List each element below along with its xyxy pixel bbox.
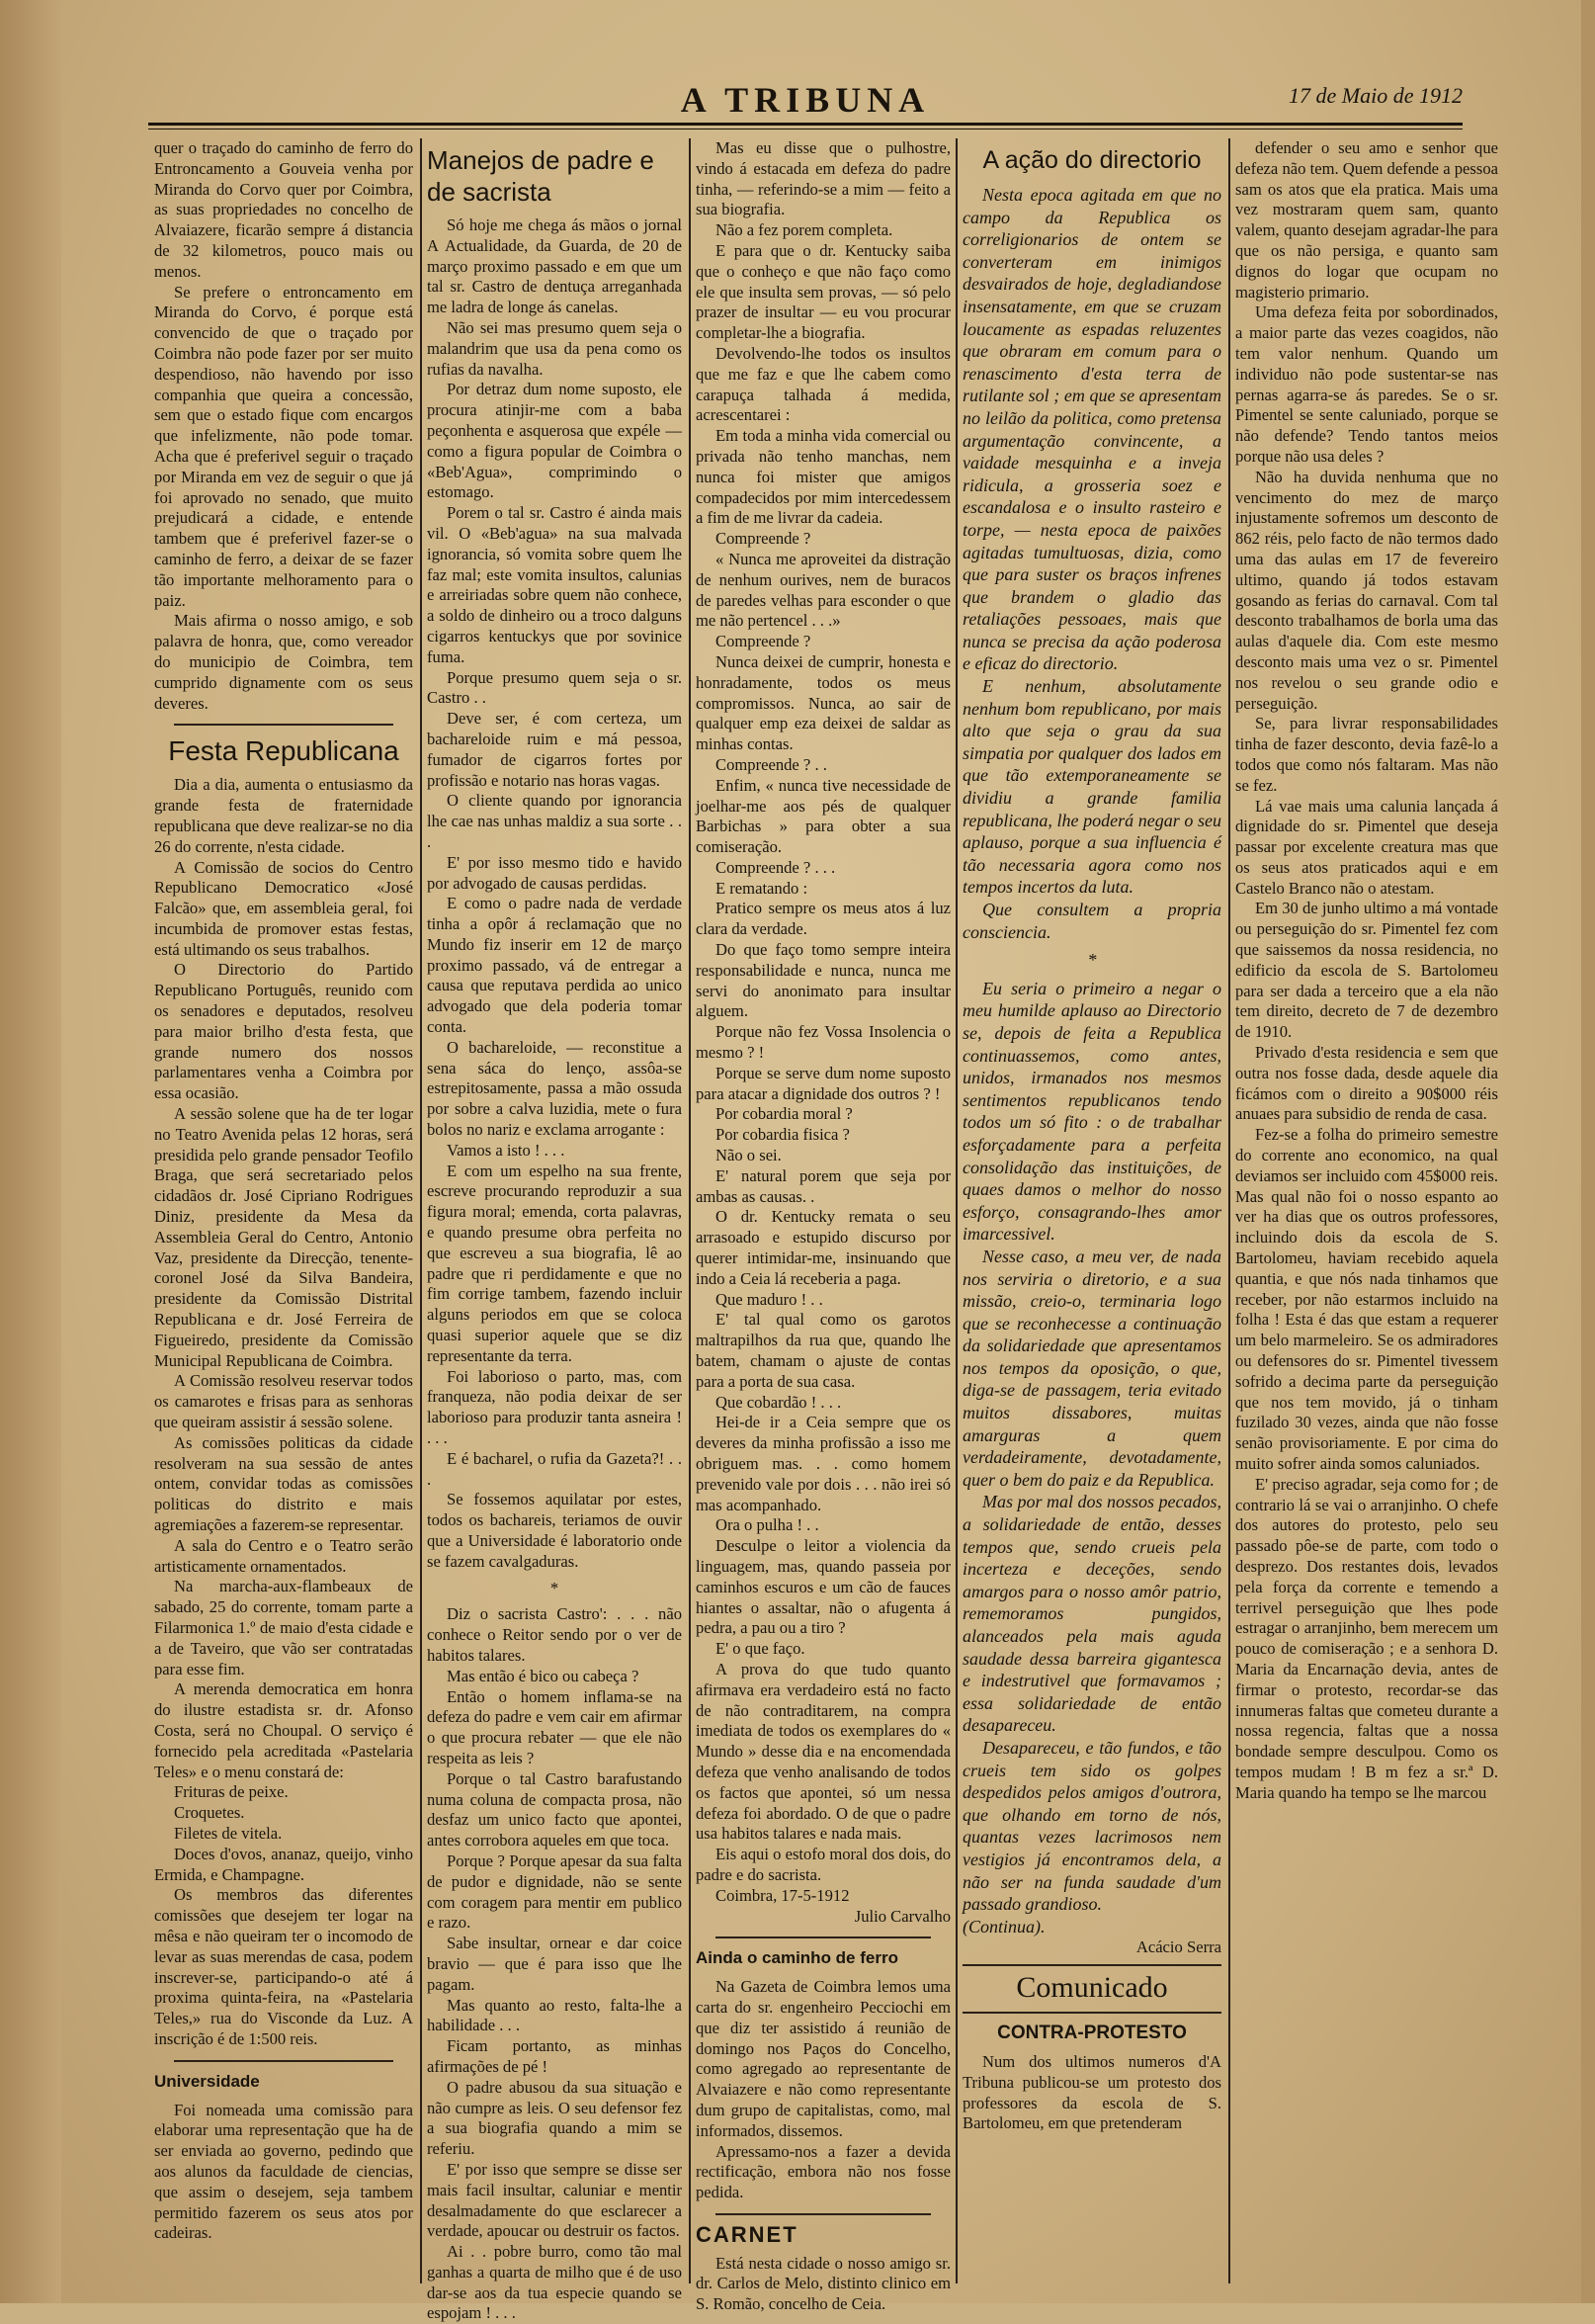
paragraph: Mas quanto ao resto, falta-lhe a habilidade . . . xyxy=(427,1995,682,2035)
paragraph: E para que o dr. Kentucky saiba que o conheço e que não faço como ele que insulta sem provas, — só pelo prazer de insultar — eu vou procurar completar-lhe a biografia. xyxy=(696,240,951,343)
paragraph: E' preciso agradar, seja como for ; de contrario lá se vai o arranjinho. O chefe dos autores do protesto, pelo seu passado pôe-se de parte, com todo o desprezo. Dos restantes dois, levados pela força da corrente e temendo a terrivel perseguição que lhes pode estragar o arranjinho, bem merecem um pouco de comiseração ; e a senhora D. Maria da Encarnação devia, antes de firmar o protesto, recordar-se das innumeras faltas que cometeu durante a nossa regencia, faltas que a nossa bondade sempre desculpou. Como os tempos mudam ! B m fez a sr.ª D. Maria quando ha tempo se lhe marcou xyxy=(1235,1474,1498,1802)
paragraph: Mas eu disse que o pulhostre, vindo á estacada em defeza do padre tinha, — referindo-se a mim — feito a sua biografia. xyxy=(696,138,951,219)
paragraph: Então o homem inflama-se na defeza do padre e vem cair em afirmar o que procura rebater — que ele não respeita as leis ? xyxy=(427,1686,682,1767)
column-4 xyxy=(963,138,1221,2283)
article-title: CARNET xyxy=(696,2221,798,2247)
section-ornament: * xyxy=(549,1578,559,1597)
paragraph: E é bacharel, o rufia da Gazeta?! . . . xyxy=(427,1448,682,1489)
paragraph: Ficam portanto, as minhas afirmações de pé ! xyxy=(427,2036,682,2076)
paragraph: Se fossemos aquilatar por estes, todos os bachareis, teriamos de ouvir que a Universidade é laboratorio onde se fazem cavalgaduras. xyxy=(427,1490,682,1571)
column-1 xyxy=(154,138,413,2283)
section-divider xyxy=(174,724,393,726)
paragraph: Por cobardia moral ? xyxy=(715,1104,853,1124)
paragraph: Ora o pulha ! . . xyxy=(715,1515,819,1535)
paragraph: Num dos ultimos numeros d'A Tribuna publicou-se um protesto dos professores da escola de S. Bartolomeu, em que pretenderam xyxy=(963,2051,1221,2133)
paragraph: Privado d'esta residencia e sem que outra nos fosse dada, desde aquele dia ficámos com o direito a 90$000 réis anuaes para subsidio de renda de casa. xyxy=(1235,1043,1498,1124)
paragraph: E' natural porem que seja por ambas as causas. . xyxy=(696,1165,951,1206)
paragraph: E' tal qual como os garotos maltrapilhos da rua que, quando lhe batem, chamam o ajuste de contas para a porta de sua casa. xyxy=(696,1310,951,1391)
article-title: Manejos de padre e de sacrista xyxy=(427,145,654,207)
paragraph: Pratico sempre os meus atos á luz clara da verdade. xyxy=(696,899,951,939)
paragraph: O dr. Kentucky remata o seu arrasoado e estupido discurso por querer intimidar-me, insinuando que indo a Ceia lá receberia a paga. xyxy=(696,1207,951,1288)
paragraph: Uma defeza feita por sobordinados, a maior parte das vezes coagidos, não tem valor nenhum. Quando um individuo não pode sustentar-se nas pernas agarra-se ás paredes. Se o sr. Pimentel se sente caluniado, porque se não defende? Tendo tantos meios porque não usa deles ? xyxy=(1235,302,1498,466)
paragraph: Porque não fez Vossa Insolencia o mesmo ? ! xyxy=(696,1022,951,1063)
paragraph: Foi laborioso o parto, mas, com franqueza, não podia deixar de ser laborioso para produzir tanta asneira ! . . . xyxy=(427,1366,682,1448)
section-divider xyxy=(174,2060,393,2062)
paragraph: Nesse caso, a meu ver, de nada nos serviria o diretorio, e a sua missão, creio-o, terminaria logo que se reconhecesse a continuação da solidariedade que apresentamos nos tempos da oposição, o que, diga-se de passagem, teria evitado muitos dissabores, muitas amarguras a quem verdadeiramente, devotadamente, quer o bem do paiz e da Republica. xyxy=(963,1246,1221,1490)
continued-note: (Continua). xyxy=(963,1916,1046,1937)
paragraph: Vamos a isto ! . . . xyxy=(447,1140,565,1160)
paragraph: Compreende ? . . xyxy=(715,754,827,774)
paragraph: Compreende ? xyxy=(715,529,811,549)
paragraph: Está nesta cidade o nosso amigo sr. dr. Carlos de Melo, distinto clinico em S. Romão, concelho de Ceia. xyxy=(696,2253,951,2314)
paragraph: A sessão solene que ha de ter logar no Teatro Avenida pelas 12 horas, será presidida pelo grande pensador Teofilo Braga, que será secretariado pelos cidadãos dr. José Cipriano Rodrigues Diniz, presidente da Mesa da Assembleia Geral do Centro, Antonio Vaz, presidente da Direcção, tenente-coronel José da Silva Bandeira, presidente da Comissão Distrital Republicana e dr. José Ferreira de Figueiredo, presidente da Comissão Municipal Republicana de Coimbra. xyxy=(154,1104,413,1370)
paragraph: E' por isso mesmo tido e havido por advogado de causas perdidas. xyxy=(427,852,682,893)
article-body xyxy=(427,215,682,2324)
article-title: A ação do directorio xyxy=(982,146,1202,174)
paragraph: Se, para livrar responsabilidades tinha de fazer desconto, devia fazê-lo a todos que como nós faltaram. Mas não se fez. xyxy=(1235,714,1498,795)
paragraph: O padre abusou da sua situação e não cumpre as leis. O seu defensor fez a sua biografia quando a mim se referiu. xyxy=(427,2077,682,2159)
article-title: Comunicado xyxy=(1016,1971,1168,2005)
binding-edge xyxy=(0,0,61,2303)
paragraph: Apressamo-nos a fazer a devida rectificação, embora não nos fosse pedida. xyxy=(696,2141,951,2202)
column-divider xyxy=(1228,138,1230,2283)
paragraph: Eis aqui o estofo moral dos dois, do padre e do sacrista. xyxy=(696,1845,951,1884)
paragraph: Não sei mas presumo quem seja o malandrim que usa da pena como os rufias da navalha. xyxy=(427,317,682,379)
paragraph: Compreende ? . . . xyxy=(715,857,836,877)
paragraph: Nunca deixei de cumprir, honesta e honradamente, todos os meus compromissos. Nunca, ao sair de qualquer emp eza deixei de saldar as minhas contas. xyxy=(696,651,951,754)
paragraph: O cliente quando por ignorancia lhe cae nas unhas maldiz a sua sorte . . . xyxy=(427,791,682,851)
section-ornament: * xyxy=(1087,950,1097,971)
paragraph: Filetes de vitela. xyxy=(174,1823,283,1843)
paragraph: Foi nomeada uma comissão para elaborar uma representação que ha de ser enviada ao governo, pedindo que aos alunos da faculdade de ciencias, que assim o desejem, seja tambem permitido fazerem os seus atos por cadeiras. xyxy=(154,2100,413,2243)
masthead xyxy=(148,79,1463,121)
column-5 xyxy=(1235,138,1498,2283)
paragraph: A Comissão resolveu reservar todos os camarotes e frisas para as senhoras que queiram assistir á sessão solene. xyxy=(154,1371,413,1432)
paragraph: Eu seria o primeiro a negar o meu humilde aplauso ao Directorio se, depois de feita a Republica continuassemos, como antes, unidos, irmanados nos mesmos sentimentos republicanos tendo todos um só fito : o de trabalhar esforçadamente para a perfeita consolidação das instituições, de quaes damos o melhor do nosso esforço, consagrando-lhes amor imarcessivel. xyxy=(963,978,1221,1245)
paragraph: Porem o tal sr. Castro é ainda mais vil. O «Beb'agua» na sua malvada ignorancia, só vomita sobre quem lhe faz mal; este vomita insultos, calunias e arreiriadas sobre quem não conhece, a soldo de dinheiro ou a troco dalguns cigarros kentuckys que por sovinice fuma. xyxy=(427,503,682,666)
paragraph: Porque ? Porque apesar da sua falta de pudor e dignidade, não se sente com coragem para mentir em publico e razo. xyxy=(427,1851,682,1933)
paragraph: Desculpe o leitor a violencia da linguagem, mas, quando passeia por caminhos escuros e um cão de fauces hiantes o assaltar, não o afugenta á pedra, a pau ou a tiro ? xyxy=(696,1536,951,1638)
paragraph: Que cobardão ! . . . xyxy=(715,1392,842,1412)
paragraph: Mas por mal dos nossos pecados, a solidariedade de então, desses tempos que, sendo crueis pela incerteza e deceções, sendo amargos para o nosso amôr patrio, rememoramos pungidos, alanceados pela mais aguda saudade dessa barreira gigantesca e indestrutivel que formavamos ; essa solidariedade de então desapareceu. xyxy=(963,1492,1222,1736)
paragraph: Porque se serve dum nome suposto para atacar a dignidade dos outros ? ! xyxy=(696,1063,951,1103)
newspaper-title: A TRIBUNA xyxy=(680,80,931,120)
masthead-rule-thick xyxy=(148,123,1463,126)
paragraph: E nenhum, absolutamente nenhum bom republicano, por mais alto que seja o grau da sua simpatia por qualquer dos lados em que tão extemporaneamente se dividiu a grande familia republicana, lhe poderá negar o seu aplauso, porque a sua influencia é tão necessaria agora como nos tempos incertos da luta. xyxy=(963,676,1221,898)
column-divider xyxy=(420,138,422,2283)
paragraph: Mas então é bico ou cabeça ? xyxy=(447,1666,639,1685)
paragraph: Diz o sacrista Castro': . . . não conhece o Reitor sendo por o ver de habitos talares. xyxy=(427,1604,682,1665)
issue-date: 17 de Maio de 1912 xyxy=(1289,83,1463,108)
paragraph: Mais afirma o nosso amigo, e sob palavra de honra, que, como vereador do municipio de Coimbra, tem cumprido dignamente com os seus deveres. xyxy=(154,611,413,713)
paragraph: Por detraz dum nome suposto, ele procura atinjir-me com a baba peçonhenta e asquerosa que expéle — como a figura popular de Coimbra o «Beb'Agua», comprimindo o estomago. xyxy=(427,380,682,502)
paragraph: A merenda democratica em honra do ilustre estadista sr. dr. Afonso Costa, será no Choupal. O serviço é fornecido pela acreditada «Pastelaria Teles» e o menu constará de: xyxy=(154,1679,413,1781)
paragraph: Do que faço tomo sempre inteira responsabilidade e nunca, nunca me servi do anonimato para insultar alguem. xyxy=(696,940,951,1021)
article-subtitle: CONTRA-PROTESTO xyxy=(997,2023,1187,2044)
paragraph: Lá vae mais uma calunia lançada á dignidade do sr. Pimentel que deseja passar por excelente creatura mas que os seus atos praticados aqui e em Castelo Branco não o atestam. xyxy=(1235,796,1498,898)
article-body xyxy=(154,775,413,2049)
paragraph: Na marcha-aux-flambeaux de sabado, 25 do corrente, tomam parte a Filarmonica 1.º de maio d'esta cidade e a de Taveiro, que vão ser contratadas para esse fim. xyxy=(154,1577,413,1678)
paragraph: Croquetes. xyxy=(174,1803,245,1823)
paragraph: Que maduro ! . . xyxy=(715,1289,823,1309)
paragraph: A prova do que tudo quanto afirmava era verdadeiro está no facto de não contraditarem, na compra imediata de todos os exemplares do « Mundo » desse dia e na encomendada defeza que venho analisando de todos os factos que apontei, só um nessa defeza foi abordado. O de que o padre usa habitos talares e nada mais. xyxy=(696,1659,951,1844)
paragraph: O Directorio do Partido Republicano Português, reunido com os senadores e deputados, resolveu para maior brilho d'esta festa, que grande numero dos nossos parlamentares venha a Coimbra por essa ocasião. xyxy=(154,960,413,1103)
paragraph: Fez-se a folha do primeiro semestre do corrente ano economico, na qual deviamos ser incluido com 45$000 reis. Mas qual não foi o nosso espanto ao ver ha dias que os outros professores, incluindo dois da escola de S. Bartolomeu, haviam recebido aquela quantia, e que nós nada tinhamos que receber, por não estarmos incluido na folha ! Esta é das que estam a requerer um belo marmeleiro. Se os admiradores ou defensores do sr. Pimentel tivessem sofrido a decima parte da perseguição que nos tem movido, já o tinham fuzilado 30 vezes, ainda que não fosse senão provisoriamente. E por cima do muito sofrer ainda somos caluniados. xyxy=(1235,1125,1498,1473)
column-3 xyxy=(696,138,951,2314)
paragraph: Nesta epoca agitada em que no campo da Republica os correligionarios de ontem se converteram em inimigos desvairados de hoje, degladiandose insensatamente, em que se cruzam loucamente as espadas reluzentes que obraram em comum para o renascimento d'esta terra de rutilante sol ; em que se apresentam no leilão da politica, como pretensa argumentação convincente, a vaidade mesquinha e a inveja ridicula, a grosseria soez e escandalosa e o insulto rasteiro e torpe, — nesta epoca de paixões agitadas tumultuosas, dizia, como que para suster os braços infrenes que brandem o gladio das retaliações pessoaes, mais que nunca se precisa da ação poderosa e eficaz do directorio. xyxy=(963,185,1221,674)
paragraph: Deve ser, é com certeza, um bachareloide ruim e má pessoa, fumador de cigarros fortes por profissão e notario nas horas vagas. xyxy=(427,709,682,790)
column-divider xyxy=(956,138,958,2283)
article-title: Ainda o caminho de ferro xyxy=(696,1948,898,1968)
paragraph: E com um espelho na sua frente, escreve procurando reproduzir a sua figura moral; emenda, corta palavras, e quando presume obra perfeita no que escreveu a sua biografia, lê ao padre que ri perdidamente e que no fim corrige tambem, fazendo incluir alguns periodos em que se coloca quasi superior aquele que se diz representante da terra. xyxy=(427,1161,682,1365)
paragraph: Sabe insultar, ornear e dar coice bravio — que é para isso que lhe pagam. xyxy=(427,1934,682,1994)
paragraph: E' o que faço. xyxy=(715,1639,805,1659)
page-edge xyxy=(1581,0,1595,2303)
article-body xyxy=(696,138,951,1907)
paragraph: Os membros das diferentes comissões que desejem ter logar na mêsa e não queiram ter o incomodo de levar as suas merendas de casa, podem inscrever-se, participando-o até á proxima quinta-feira, na «Pastelaria Teles,» rua do Visconde da Luz. A inscrição é de 1:500 reis. xyxy=(154,1885,413,2048)
paragraph: Não a fez porem completa. xyxy=(715,220,893,240)
paragraph: Não o sei. xyxy=(715,1146,782,1165)
paragraph: Frituras de peixe. xyxy=(174,1782,289,1802)
paragraph: Que consultem a propria consciencia. xyxy=(963,900,1221,942)
column-2 xyxy=(427,138,682,2323)
article-title: Festa Republicana xyxy=(168,735,399,767)
paragraph: Porque presumo quem seja o sr. Castro . . xyxy=(427,667,682,708)
section-divider xyxy=(715,2213,931,2215)
paragraph: Devolvendo-lhe todos os insultos que me faz e que lhe cabem como carapuça talhada á medida, acrescentarei : xyxy=(696,343,951,425)
section-divider xyxy=(963,2012,1221,2014)
paragraph: Compreende ? xyxy=(715,632,811,651)
paragraph: O bachareloide, — reconstitue a sena sáca do lenço, assôa-se estrepitosamente, passa a mão ossuda por sobre a calva luzidia, mete o fura bolos no nariz e exclama arrogante : xyxy=(427,1037,682,1140)
paragraph: Ai . . pobre burro, como tão mal ganhas a quarta de milho que é de uso dar-se aos da tua especie quando se espojam ! . . . xyxy=(427,2242,682,2323)
paragraph: Na Gazeta de Coimbra lemos uma carta do sr. engenheiro Pecciochi em que diz ter assistido á reunião de domingo nos Paços do Concelho, como agregado ao representante de Alvaiazere e não como representante dum grupo de capitalistas, como, mal informados, dissemos. xyxy=(696,1977,951,2140)
paragraph: E' por isso que sempre se disse ser mais facil insultar, caluniar e mentir desalmadamente do que esclarecer a verdade, apoucar ou destruir os factos. xyxy=(427,2159,682,2241)
paragraph: A sala do Centro e o Teatro serão artisticamente ornamentados. xyxy=(154,1535,413,1576)
paragraph: Só hoje me chega ás mãos o jornal A Actualidade, da Guarda, de 20 de março proximo passado e em que um tal sr. Castro de dentuça arreganhada me ladra de longe ás canelas. xyxy=(427,215,682,317)
paragraph: Hei-de ir a Ceia sempre que os deveres da minha profissão a isso me obriguem mas. . . como homem prevenido vale por dois . . . não irei só mas acompanhado. xyxy=(696,1413,951,1514)
paragraph: Não ha duvida nenhuma que no vencimento do mez de março injustamente sofremos um desconto de 862 réis, pelo facto de não termos dado uma das aulas em 17 de fevereiro ultimo, quando já todos estavam gosando as ferias do carnaval. Com tal desconto trabalhamos de borla uma das aulas d'aquele dia. Com este mesmo desconto mais uma vez o sr. Pimentel nos revelou o seu grande odio e perseguição. xyxy=(1235,467,1498,713)
column-divider xyxy=(689,138,691,2283)
paragraph: E rematando : xyxy=(715,878,808,898)
article-body xyxy=(1235,138,1498,1804)
paragraph: E como o padre nada de verdade tinha a opôr á reclamação que no Mundo fiz inserir em 12 de março proximo passado, vá de entregar a causa que reputava perdida ao unico advogado que dela poderia tomar conta. xyxy=(427,894,682,1037)
paragraph: defender o seu amo e senhor que defeza não tem. Quem defende a pessoa sam os atos que ela pratica. Mais uma vez mostraram quem sam, quanto valem, quanto desejam agradar-lhe para que os não persiga, e quanto sam dignos do logar que ocupam no magisterio primario. xyxy=(1235,138,1498,301)
paragraph: Dia a dia, aumenta o entusiasmo da grande festa de fraternidade republicana que deve realizar-se no dia 26 do corrente, n'esta cidade. xyxy=(154,775,413,856)
paragraph: A Comissão de socios do Centro Republicano Democratico «José Falcão» que, em assembleia geral, foi incumbida de promover estas festas, está ultimando os seus trabalhos. xyxy=(154,857,413,959)
paragraph: « Nunca me aproveitei da distração de nenhum ourives, nem de buracos de paredes velhas para esconder o que me não pertencel . . .» xyxy=(696,549,951,631)
paragraph: Se prefere o entroncamento em Miranda do Corvo, é porque está convencido de que o traçado por Coimbra não pode fazer por ser muito despendioso, não havendo por isso companhia que queira a concessão, sem que o estado fique com encargos que infelizmente, não pode tomar. Acha que é preferivel seguir o traçado por Miranda em vez de seguir o que já foi aprovado no senado, que muito prejudicará a cidade, e entende tambem que é preferivel fazer-se o caminho de ferro, a deixar de se fazer tão importante melhoramento para o paiz. xyxy=(154,282,413,610)
paragraph: Coimbra, 17-5-1912 xyxy=(715,1885,850,1905)
paragraph: Enfim, « nunca tive necessidade de joelhar-me aos pés de qualquer Barbichas » para obter a sua comiseração. xyxy=(696,775,951,857)
article-title: Universidade xyxy=(154,2071,260,2091)
paragraph: As comissões politicas da cidade resolveram na sua sessão de antes ontem, convidar todas as comissões politicas do distrito e mais agremiações a fazerem-se representar. xyxy=(154,1432,413,1534)
paragraph: quer o traçado do caminho de ferro do Entroncamento a Gouveia venha por Miranda do Corvo quer por Coimbra, as suas propriedades no concelho de Alvaiazere, ficarão sempre á distancia de 32 kilometros, pouco mais ou menos. xyxy=(154,138,413,281)
paragraph: Desapareceu, e tão fundos, e tão crueis tem sido os golpes despedidos pelos amigos d'outrora, que olhando em torno de nós, quantas vezes lacrimosos nem vestigios já encontramos dela, a não ser na funda saudade d'um passado grandioso. xyxy=(963,1737,1221,1915)
signature: Julio Carvalho xyxy=(854,1906,951,1926)
paragraph: Por cobardia fisica ? xyxy=(715,1125,850,1145)
section-divider xyxy=(963,1964,1221,1966)
article-body xyxy=(963,184,1221,1916)
signature: Acácio Serra xyxy=(1135,1937,1221,1957)
section-divider xyxy=(715,1937,931,1938)
paragraph: Doces d'ovos, ananaz, queijo, vinho Ermida, e Champagne. xyxy=(154,1844,413,1884)
paragraph: Em 30 de junho ultimo a má vontade ou perseguição do sr. Pimentel fez com que saissemos da nossa residencia, no edificio da escola de S. Bartolomeu para ser dada a terceiro que a ela não tem direito, decreto de 7 de dezembro de 1910. xyxy=(1235,899,1498,1042)
paragraph: Em toda a minha vida comercial ou privada não tenho manchas, nem nunca foi mister que amigos compadecidos por mim intercedessem a fim de me livrar da cadeia. xyxy=(696,426,951,528)
paragraph: Porque o tal Castro barafustando numa coluna de compacta prosa, não desfaz um unico facto que apontei, antes corrobora aqueles em que toca. xyxy=(427,1768,682,1851)
